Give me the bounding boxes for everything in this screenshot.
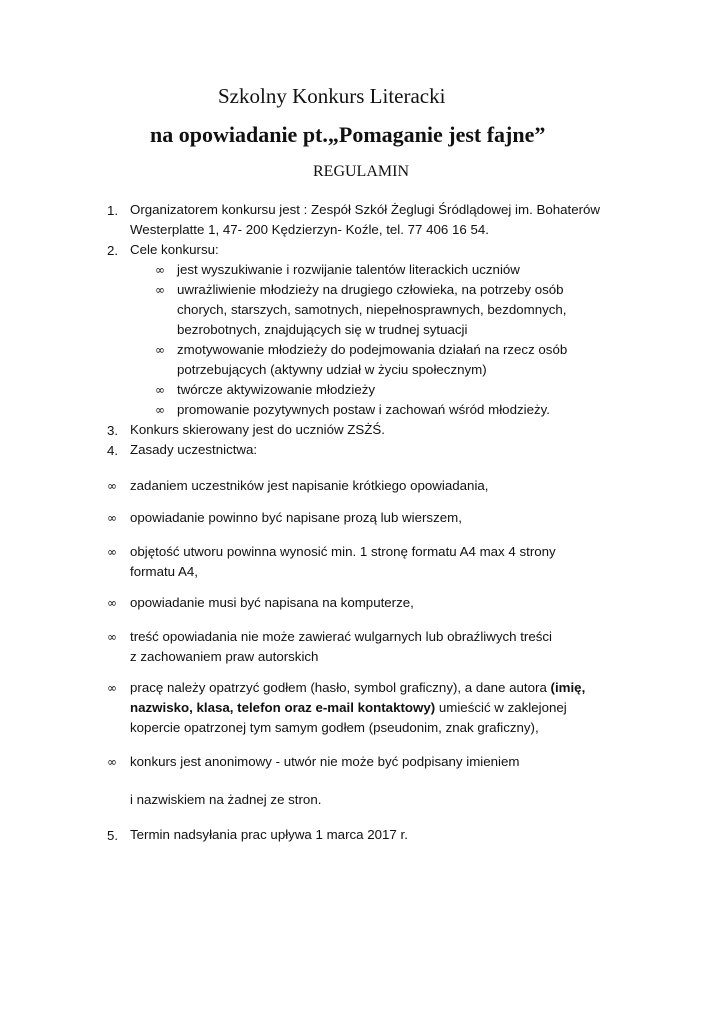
item-number: 5. [107, 828, 119, 843]
rule-text [130, 698, 567, 718]
rule-text: opowiadanie powinno być napisane prozą lub wierszem, [130, 510, 462, 525]
rule-text: treść opowiadania nie może zawierać wulgarnych lub obraźliwych treści [130, 629, 553, 644]
item-text: Organizatorem konkursu jest : Zespół Szkół Żeglugi Śródlądowej im. Bohaterów [130, 202, 601, 217]
item-number: 2. [107, 243, 119, 258]
infinity-bullet-icon: ∞ [155, 343, 165, 357]
goal-text: chorych, starszych, samotnych, niepełnosprawnych, bezdomnych, [177, 302, 567, 317]
item-number: 4. [107, 443, 119, 458]
item-label: Cele konkursu: [130, 242, 219, 257]
goal-text: promowanie pozytywnych postaw i zachowań wśród młodzieży. [177, 402, 550, 417]
item-text: Westerplatte 1, 47- 200 Kędzierzyn- Koźle, tel. 77 406 16 54. [130, 222, 489, 237]
infinity-bullet-icon: ∞ [155, 383, 165, 397]
infinity-bullet-icon: ∞ [107, 596, 117, 610]
rule-text: kopercie opatrzonej tym samym godłem (pseudonim, znak graficzny), [130, 720, 539, 735]
rule-text: objętość utworu powinna wynosić min. 1 stronę formatu A4 max 4 strony [130, 544, 556, 559]
infinity-bullet-icon: ∞ [107, 511, 117, 525]
infinity-bullet-icon: ∞ [107, 681, 117, 695]
item-number: 3. [107, 423, 119, 438]
infinity-bullet-icon: ∞ [107, 755, 117, 769]
goal-text: bezrobotnych, znajdujących się w trudnej sytuacji [177, 322, 468, 337]
infinity-bullet-icon: ∞ [107, 479, 117, 493]
item-label: Zasady uczestnictwa: [130, 442, 258, 457]
rule-text: z zachowaniem praw autorskich [130, 649, 319, 664]
infinity-bullet-icon: ∞ [155, 263, 165, 277]
goal-text: jest wyszukiwanie i rozwijanie talentów literackich uczniów [177, 262, 520, 277]
infinity-bullet-icon: ∞ [155, 403, 165, 417]
rule-text-bold: nazwisko, klasa, telefon oraz e-mail kontaktowy) [130, 700, 436, 715]
rule-text: opowiadanie musi być napisana na komputerze, [130, 595, 414, 610]
rule-text: formatu A4, [130, 564, 198, 579]
goal-text: zmotywowanie młodzieży do podejmowania działań na rzecz osób [177, 342, 568, 357]
rule-text: zadaniem uczestników jest napisanie krótkiego opowiadania, [130, 478, 489, 493]
rule-text-bold: (imię, [550, 680, 586, 695]
goal-text: twórcze aktywizowanie młodzieży [177, 382, 376, 397]
infinity-bullet-icon: ∞ [107, 545, 117, 559]
rule-text-part: umieścić w zaklejonej [435, 700, 567, 715]
infinity-bullet-icon: ∞ [155, 283, 165, 297]
item-label: Termin nadsyłania prac upływa 1 marca 2017 r. [130, 827, 408, 842]
rule-continuation: i nazwiskiem na żadnej ze stron. [130, 792, 322, 807]
document-subtitle: na opowiadanie pt.„Pomaganie jest fajne” [150, 122, 546, 147]
goal-text: uwrażliwienie młodzieży na drugiego człowieka, na potrzeby osób [177, 282, 564, 297]
rule-text [130, 678, 585, 698]
rule-text-part: pracę należy opatrzyć godłem (hasło, symbol graficzny), a dane autora [130, 680, 551, 695]
item-label: Konkurs skierowany jest do uczniów ZSŻŚ. [130, 422, 385, 437]
goal-text: potrzebujących (aktywny udział w życiu społecznym) [177, 362, 487, 377]
document-title: Szkolny Konkurs Literacki [218, 84, 446, 108]
item-number: 1. [107, 203, 119, 218]
section-heading: REGULAMIN [313, 163, 409, 180]
infinity-bullet-icon: ∞ [107, 630, 117, 644]
rule-text: konkurs jest anonimowy - utwór nie może być podpisany imieniem [130, 754, 520, 769]
